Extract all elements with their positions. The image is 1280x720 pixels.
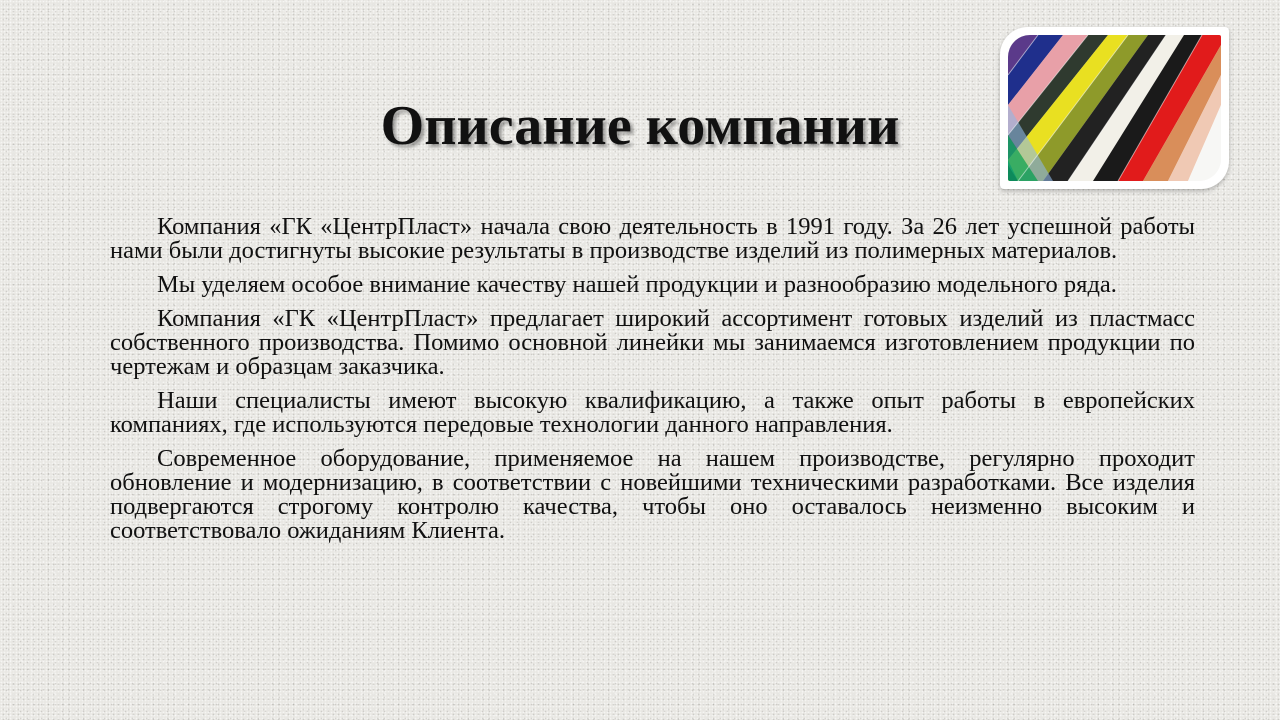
paragraph-specialists: Наши специалисты имеют высокую квалификацию, а также опыт работы в европейских компаниях, где используются передовые технологии данного направления.: [110, 387, 1195, 438]
colored-plastic-sheets-photo-icon: [1008, 35, 1221, 181]
paragraph-history: Компания «ГК «ЦентрПласт» начала свою деятельность в 1991 году. За 26 лет успешной работы нами были достигнуты высокие результаты в производстве изделий из полимерных материалов.: [110, 213, 1195, 264]
paragraph-assortment: Компания «ГК «ЦентрПласт» предлагает широкий ассортимент готовых изделий из пластмасс собственного производства. Помимо основной линейки мы занимаемся изготовлением продукции по чертежам и образцам заказчика.: [110, 305, 1195, 380]
plastic-sheets-photo: [1000, 27, 1229, 189]
paragraph-equipment: Современное оборудование, применяемое на нашем производстве, регулярно проходит обновление и модернизацию, в соответствии с новейшими техническими разработками. Все изделия подвергаются строгому контролю качества, чтобы оно оставалось неизменно высоким и соответствовало ожиданиям Клиента.: [110, 445, 1195, 544]
company-description: [110, 215, 1195, 553]
slide-title: Описание компании: [380, 95, 900, 157]
paragraph-quality: Мы уделяем особое внимание качеству нашей продукции и разнообразию модельного ряда.: [157, 271, 1117, 298]
